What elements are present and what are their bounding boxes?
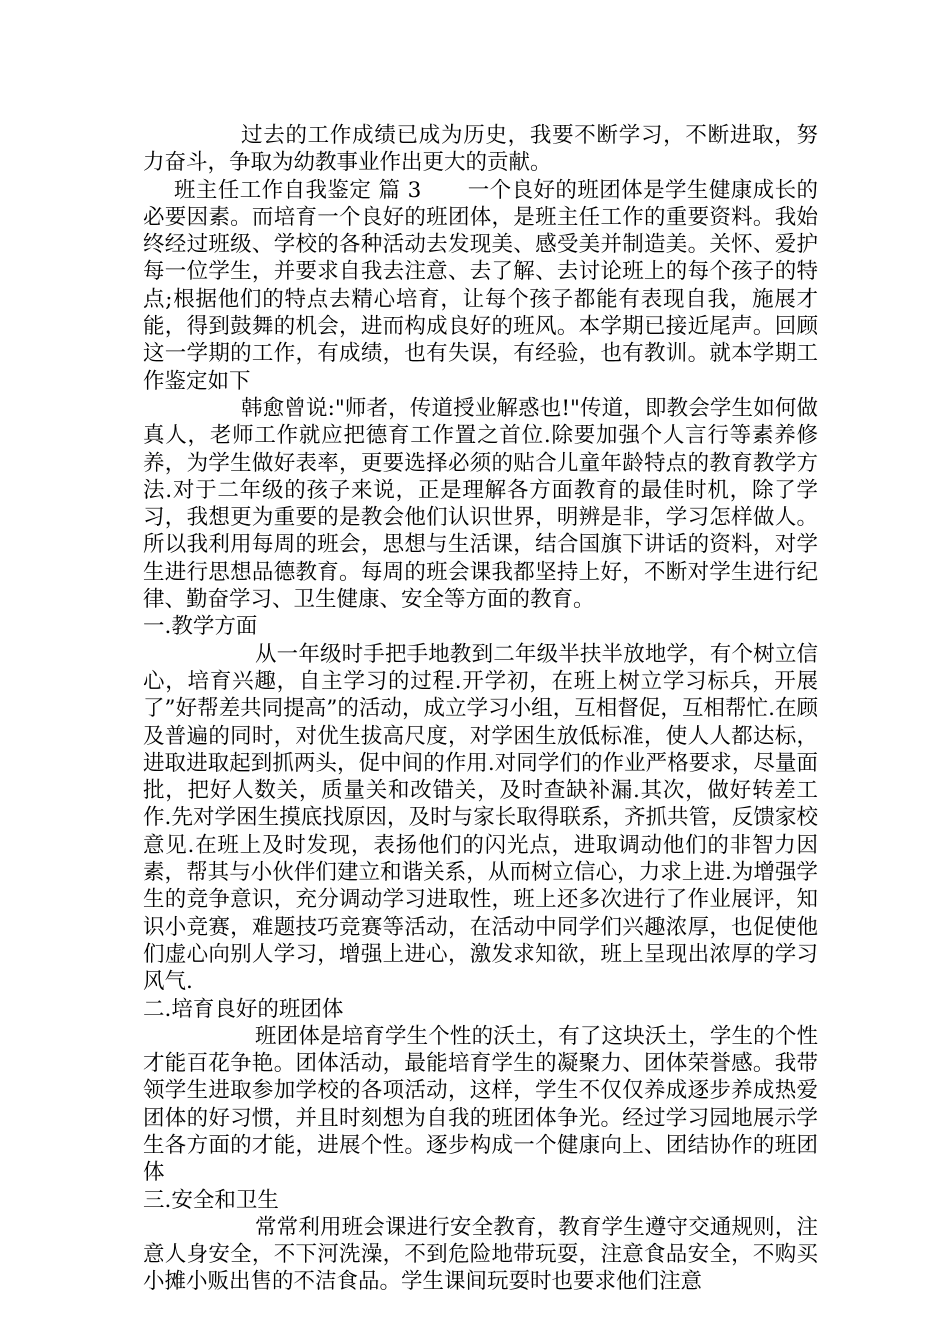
paragraph-closing: 过去的工作成绩已成为历史，我要不断学习，不断进取，努力奋斗，争取为幼教事业作出更大的贡献。 bbox=[143, 123, 818, 176]
heading-teaching: 一.教学方面 bbox=[143, 614, 258, 640]
heading-safety: 三.安全和卫生 bbox=[143, 1187, 279, 1213]
heading-class-group: 二.培育良好的班团体 bbox=[143, 996, 344, 1022]
paragraph-class-group: 班团体是培育学生个性的沃土，有了这块沃土，学生的个性才能百花争艳。团体活动，最能培育学生的凝聚力、团体荣誉感。我带领学生进取参加学校的各项活动，这样，学生不仅仅养成逐步养成热爱团体的好习惯，并且时刻想为自我的班团体争光。经过学习园地展示学生各方面的才能，进展个性。逐步构成一个健康向上、团结协作的班团体 bbox=[143, 1023, 818, 1186]
document-body bbox=[143, 122, 818, 1296]
paragraph-intro-text: 一个良好的班团体是学生健康成长的必要因素。而培育一个良好的班团体，是班主任工作的重要资料。我始终经过班级、学校的各种活动去发现美、感受美并制造美。关怀、爱护每一位学生，并要求自我去注意、去了解、去讨论班上的每个孩子的特点;根据他们的特点去精心培育，让每个孩子都能有表现自我，施展才能，得到鼓舞的机会，进而构成良好的班风。本学期已接近尾声。回顾这一学期的工作，有成绩，也有失误，有经验，也有教训。就本学期工作鉴定如下 bbox=[143, 177, 818, 394]
paragraph-safety: 常常利用班会课进行安全教育，教育学生遵守交通规则，注意人身安全，不下河洗澡，不到危险地带玩耍，注意食品安全，不购买小摊小贩出售的不洁食品。学生课间玩耍时也要求他们注意 bbox=[143, 1214, 818, 1295]
paragraph-moral-education: 韩愈曾说:"师者，传道授业解惑也!"传道，即教会学生如何做真人，老师工作就应把德育工作置之首位.除要加强个人言行等素养修养，为学生做好表率，更要选择必须的贴合儿童年龄特点的教育教学方法.对于二年级的孩子来说，正是理解各方面教育的最佳时机，除了学习，我想更为重要的是教会他们认识世界，明辨是非，学习怎样做人。所以我利用每周的班会，思想与生活课，结合国旗下讲话的资料，对学生进行思想品德教育。每周的班会课我都坚持上好，不断对学生进行纪律、勤奋学习、卫生健康、安全等方面的教育。 bbox=[143, 395, 818, 613]
section-title: 班主任工作自我鉴定 篇 3 bbox=[174, 177, 422, 203]
paragraph-section-intro bbox=[143, 177, 818, 395]
paragraph-teaching: 从一年级时手把手地教到二年级半扶半放地学，有个树立信心，培育兴趣，自主学习的过程.开学初，在班上树立学习标兵，开展了”好帮差共同提高”的活动，成立学习小组，互相督促，互相帮忙.在顾及普遍的同时，对优生拔高尺度，对学困生放低标准，使人人都达标，进取进取起到抓两头，促中间的作用.对同学们的作业严格要求，尽量面批，把好人数关，质量关和改错关，及时查缺补漏.其次，做好转差工作.先对学困生摸底找原因，及时与家长取得联系，齐抓共管，反馈家校意见.在班上及时发现，表扬他们的闪光点，进取调动他们的非智力因素，帮其与小伙伴们建立和谐关系，从而树立信心，力求上进.为增强学生的竞争意识，充分调动学习进取性，班上还多次进行了作业展评，知识小竞赛，难题技巧竞赛等活动，在活动中同学们兴趣浓厚，也促使他们虚心向别人学习，增强上进心，激发求知欲，班上呈现出浓厚的学习风气. bbox=[143, 641, 818, 995]
